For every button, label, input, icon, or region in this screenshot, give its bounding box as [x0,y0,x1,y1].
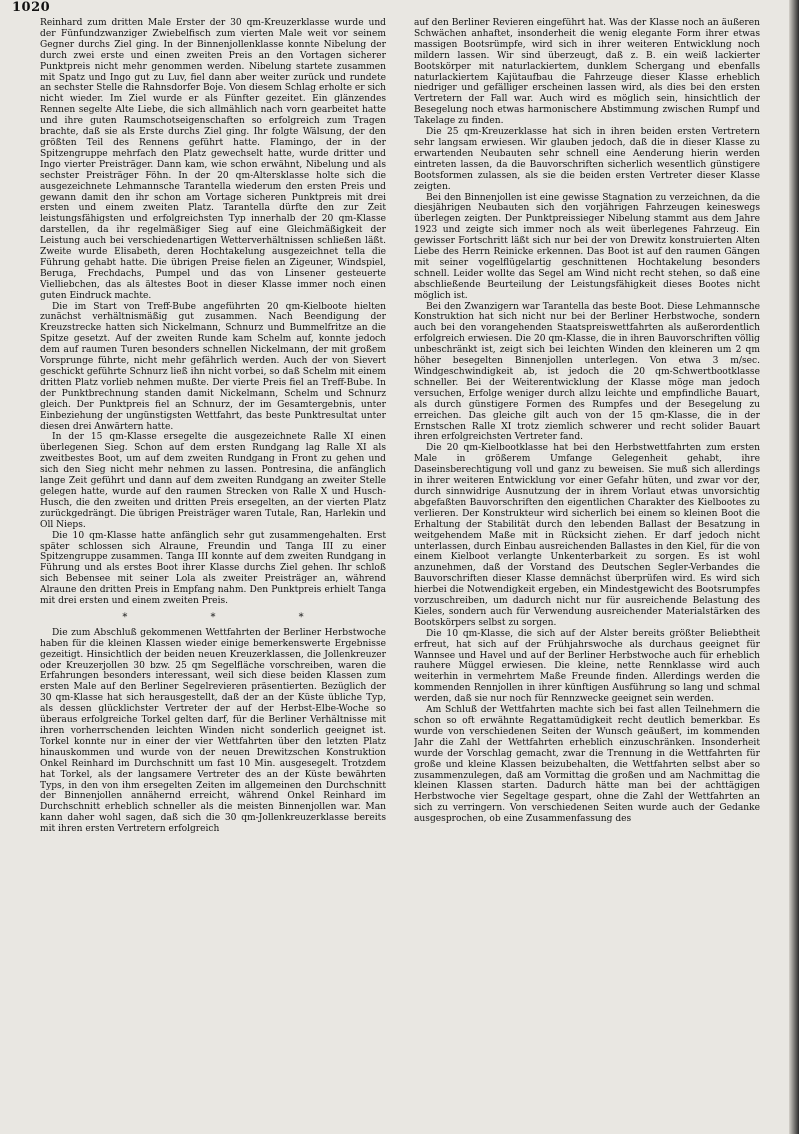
paragraph: Am Schluß der Wettfahrten machte sich bei fast allen Teilnehmern die schon so oft erwähnte Regattamüdigkeit recht deutlich bemerkbar. Es wurde von verschiedenen Seiten der Wunsch geäußert, im kommenden Jahr die Zahl der Wettfahrten erheblich einzuschränken. Insonderheit wurde der Vorschlag gemacht, zwar die Trennung in die Wettfahrten für große und kleine Klassen beizubehalten, die Wettfahrten selbst aber so zusammenzulegen, daß am Vormittag die großen und am Nachmittag die kleinen Klassen starten. Dadurch hätte man bei der achttägigen Herbstwoche vier Segeltage gespart, ohne die Zahl der Wettfahrten an sich zu verringern. Von verschiedenen Seiten wurde auch der Gedanke ausgesprochen, ob eine Zusammenfassung des [414,705,760,825]
paragraph: Die zum Abschluß gekommenen Wettfahrten der Berliner Herbstwoche haben für die kleinen Klassen wieder einige bemerkenswerte Ergebnisse gezeitigt. Hinsichtlich der beiden neuen Kreuzerklassen, die Jollenkreuzer oder Kreuzerjollen 30 bzw. 25 qm Segelfläche vorschreiben, waren die Erfahrungen besonders interessant, weil sich diese beiden Klassen zum ersten Male auf den Berliner Segelrevieren präsentierten. Bezüglich der 30 qm-Klasse hat sich herausgestellt, daß der an der Küste übliche Typ, als dessen glücklichster Vertreter der auf der Herbst-Elbe-Woche so überaus erfolgreiche Torkel gelten darf, für die Berliner Verhältnisse mit ihren vorherrschenden leichten Winden nicht sonderlich geeignet ist. Torkel konnte nur in einer der vier Wettfahrten über den letzten Platz hinauskommen und wurde von der neuen Drewitzschen Konstruktion Onkel Reinhard im Durchschnitt um fast 10 Min. ausgesegelt. Trotzdem hat Torkel, als der langsamere Vertreter des an der Küste bewährten Typs, in den von ihm ersegelten Zeiten im allgemeinen den Durchschnitt der Binnenjollen annähernd erreicht, während Onkel Reinhard im Durchschnitt erheblich schneller als die meisten Binnenjollen war. Man kann daher wohl sagen, daß sich die 30 qm-Jollenkreuzerklasse bereits mit ihren ersten Vertretern erfolgreich [40,627,386,835]
paragraph: auf den Berliner Revieren eingeführt hat. Was der Klasse noch an äußeren Schwächen anhaftet, insonderheit die wenig elegante Form ihrer etwas massigen Bootsrümpfe, wird sich in ihrer weiteren Entwicklung noch mildern lassen. Wir sind überzeugt, daß z. B. ein weiß lackierter Bootskörper mit naturlackiertem, dunklem Schergang und ebenfalls naturlackiertem Kajütaufbau die Fahrzeuge dieser Klasse erheblich niedriger und gefälliger erscheinen lassen wird, als dies bei den ersten Vertretern der Fall war. Auch wird es möglich sein, hinsichtlich der Besegelung noch etwas harmonischere Abstimmung zwischen Rumpf und Takelage zu finden. [414,18,760,127]
page-number: 1020 [12,0,51,15]
paragraph: Die 10 qm-Klasse hatte anfänglich sehr gut zusammengehalten. Erst später schlossen sich Alraune, Freundin und Tanga III zu einer Spitzengruppe zusammen. Tanga III konnte auf dem zweiten Rundgang in Führung und als erstes Boot ihrer Klasse durchs Ziel gehen. Ihr schloß sich Bebensee mit seiner Lola als zweiter Preisträger an, während Alraune den dritten Preis in Empfang nahm. Den Punktpreis erhielt Tanga mit drei ersten und einem zweiten Preis. [40,530,386,607]
paragraph: Reinhard zum dritten Male Erster der 30 qm-Kreuzerklasse wurde und der Fünfundzwanziger Zwiebelfisch zum vierten Male weit vor seinem Gegner durchs Ziel ging. In der Binnenjollenklasse konnte Nibelung der durch zwei erste und einen zweiten Preis an den Vortagen sicherer Punktpreis nicht mehr genommen werden. Nibelung startete zusammen mit Spatz und Ingo gut zu Luv, fiel dann aber weiter zurück und rundete an sechster Stelle die Rahnsdorfer Boje. Von diesem Schlag erholte er sich nicht wieder. Im Ziel wurde er als Fünfter gezeitet. Ein glänzendes Rennen segelte Alte Liebe, die sich allmählich nach vorn gearbeitet hatte und ihre guten Raumschotseigenschaften so erfolgreich zum Tragen brachte, daß sie als Erste durchs Ziel ging. Ihr folgte Wälsung, der den größten Teil des Rennens geführt hatte. Flamingo, der in der Spitzengruppe mehrfach den Platz gewechselt hatte, wurde dritter und Ingo vierter Preisträger. Dann kam, wie schon erwähnt, Nibelung und als sechster Preisträger Föhn. In der 20 qm-Altersklasse holte sich die ausgezeichnete Lehmannsche Tarantella wiederum den ersten Preis und gewann damit den ihr schon am Vortage sicheren Punktpreis mit drei ersten und einem zweiten Platz. Tarantella dürfte den zur Zeit leistungsfähigsten und erfolgreichsten Typ innerhalb der 20 qm-Klasse darstellen, da ihr regelmäßiger Sieg auf eine Gleichmäßigkeit der Leistung auch bei verschiedenartigen Wetterverhältnissen schließen läßt. Zweite wurde Elisabeth, deren Hochtakelung ausgezeichnet tella die Führung gehabt hatte. Die übrigen Preise fielen an Zigeuner, Windspiel, Beruga, Frechdachs, Pumpel und das von Linsener gesteuerte Vielliebchen, das als ältestes Boot in dieser Klasse immer noch einen guten Eindruck machte. [40,18,386,301]
paragraph: Bei den Binnenjollen ist eine gewisse Stagnation zu verzeichnen, da die diesjährigen Neubauten sich den vorjährigen Fahrzeugen keineswegs überlegen zeigten. Der Punktpreissieger Nibelung stammt aus dem Jahre 1923 und zeigte sich immer noch als weit überlegenes Fahrzeug. Ein gewisser Fortschritt läßt sich nur bei der von Drewitz konstruierten Alten Liebe des Herrn Reinicke erkennen. Das Boot ist auf den raumen Gängen mit seiner vogelflügelartig geschnittenen Hochtakelung besonders schnell. Leider wollte das Segel am Wind nicht recht stehen, so daß eine abschließende Beurteilung der Leistungsfähigkeit dieses Bootes nicht möglich ist. [414,192,760,301]
paragraph: Die im Start von Treff-Bube angeführten 20 qm-Kielboote hielten zunächst verhältnismäßig gut zusammen. Nach Beendigung der Kreuzstrecke hatten sich Nickelmann, Schnurz und Bummelfritze an die Spitze gesetzt. Auf der zweiten Runde kam Schelm auf, konnte jedoch dem auf raumen Turen besonders schnellen Nickelmann, der mit großem Vorsprunge führte, nicht mehr gefährlich werden. Auch der von Sievert geschickt geführte Schnurz ließ ihn nicht vorbei, so daß Schelm mit einem dritten Platz vorlieb nehmen mußte. Der vierte Preis fiel an Treff-Bube. In der Punktbrechnung standen damit Nickelmann, Schelm und Schnurz gleich. Der Punktpreis fiel an Schnurz, der im Gesamtergebnis, unter Einbeziehung der ungünstigsten Wettfahrt, das beste Punktresultat unter diesen drei Anwärtern hatte. [40,301,386,432]
paragraph: Die 20 qm-Kielbootklasse hat bei den Herbstwettfahrten zum ersten Male in größerem Umfange Gelegenheit gehabt, ihre Daseinsberechtigung voll und ganz zu beweisen. Sie muß sich allerdings in ihrer weiteren Entwicklung vor einer Gefahr hüten, und zwar vor der, durch sinnwidrige Ausnutzung der in ihrem Vorlaut etwas unvorsichtig abgefaßten Bauvorschriften den eigentlichen Charakter des Kielbootes zu verlieren. Der Konstrukteur wird sicherlich bei einem so kleinen Boot die Erhaltung der Stabilität durch den lebenden Ballast der Besatzung in weitgehendem Maße mit in Rücksicht ziehen. Er darf jedoch nicht unterlassen, durch Einbau ausreichenden Ballastes in den Kiel, für die von einem Kielboot verlangte Unkenterbarkeit zu sorgen. Es ist wohl anzunehmen, daß der Vorstand des Deutschen Segler-Verbandes die Bauvorschriften dieser Klasse demnächst überprüfen wird. Es wird sich hierbei die Notwendigkeit ergeben, ein Mindestgewicht des Bootsrumpfes vorzuschreiben, um dadurch nicht nur für ausreichende Belastung des Kieles, sondern auch für Verwendung ausreichender Materialstärken des Bootskörpers selbst zu sorgen. [414,443,760,628]
paragraph: In der 15 qm-Klasse ersegelte die ausgezeichnete Ralle XI einen überlegenen Sieg. Schon auf dem ersten Rundgang lag Ralle XI als zweitbestes Boot, um auf dem zweiten Rundgang in Front zu gehen und sich den Sieg nicht mehr nehmen zu lassen. Pontresina, die anfänglich lange Zeit geführt und dann auf dem zweiten Rundgang an zweiter Stelle gelegen hatte, wurde auf den raumen Strecken von Ralle X und Husch-Husch, die den zweiten und dritten Preis ersegelten, an der vierten Platz zurückgedrängt. Die übrigen Preisträger waren Tutale, Ran, Harlekin und Oll Nieps. [40,432,386,530]
paragraph: Die 10 qm-Klasse, die sich auf der Alster bereits größter Beliebtheit erfreut, hat sich auf der Frühjahrswoche als durchaus geeignet für Wannsee und Havel und auf der Berliner Herbstwoche auch für erheblich rauhere Müggel erwiesen. Die kleine, nette Rennklasse wird auch weiterhin in vermehrtem Maße Freunde finden. Allerdings werden die kommenden Rennjollen in ihrer künftigen Ausführung so lang und schmal werden, daß sie nur noch für Rennzwecke geeignet sein werden. [414,628,760,705]
right-column [414,18,760,1128]
page-edge-shadow [789,0,799,1134]
paragraph: Bei den Zwanzigern war Tarantella das beste Boot. Diese Lehmannsche Konstruktion hat sich nicht nur bei der Berliner Herbstwoche, sondern auch bei den vorangehenden Staatspreiswettfahrten als außerordentlich erfolgreich erwiesen. Die 20 qm-Klasse, die in ihren Bauvorschriften völlig unbeschränkt ist, zeigt sich bei leichten Winden den kleineren um 2 qm höher besegelten Binnenjollen unterlegen. Von etwa 3 m/sec. Windgeschwindigkeit ab, ist jedoch die 20 qm-Schwertbootklasse schneller. Bei der Weiterentwicklung der Klasse möge man jedoch versuchen, Erfolge weniger durch allzu leichte und empfindliche Bauart, als durch günstigere Formen des Rumpfes und der Besegelung zu erreichen. Das gleiche gilt auch von der 15 qm-Klasse, die in der Ernstschen Ralle XI trotz ziemlich schwerer und recht solider Bauart ihren erfolgreichsten Vertreter fand. [414,301,760,443]
paragraph: Die 25 qm-Kreuzerklasse hat sich in ihren beiden ersten Vertretern sehr langsam erwiesen. Wir glauben jedoch, daß die in dieser Klasse zu erwartenden Neubauten sehr schnell eine Aenderung hierin werden eintreten lassen, da die Bauvorschriften sicherlich wesentlich günstigere Bootsformen zulassen, als sie die beiden ersten Vertreter dieser Klasse zeigten. [414,127,760,192]
left-column [40,18,386,1128]
section-separator: * * * [122,611,344,623]
